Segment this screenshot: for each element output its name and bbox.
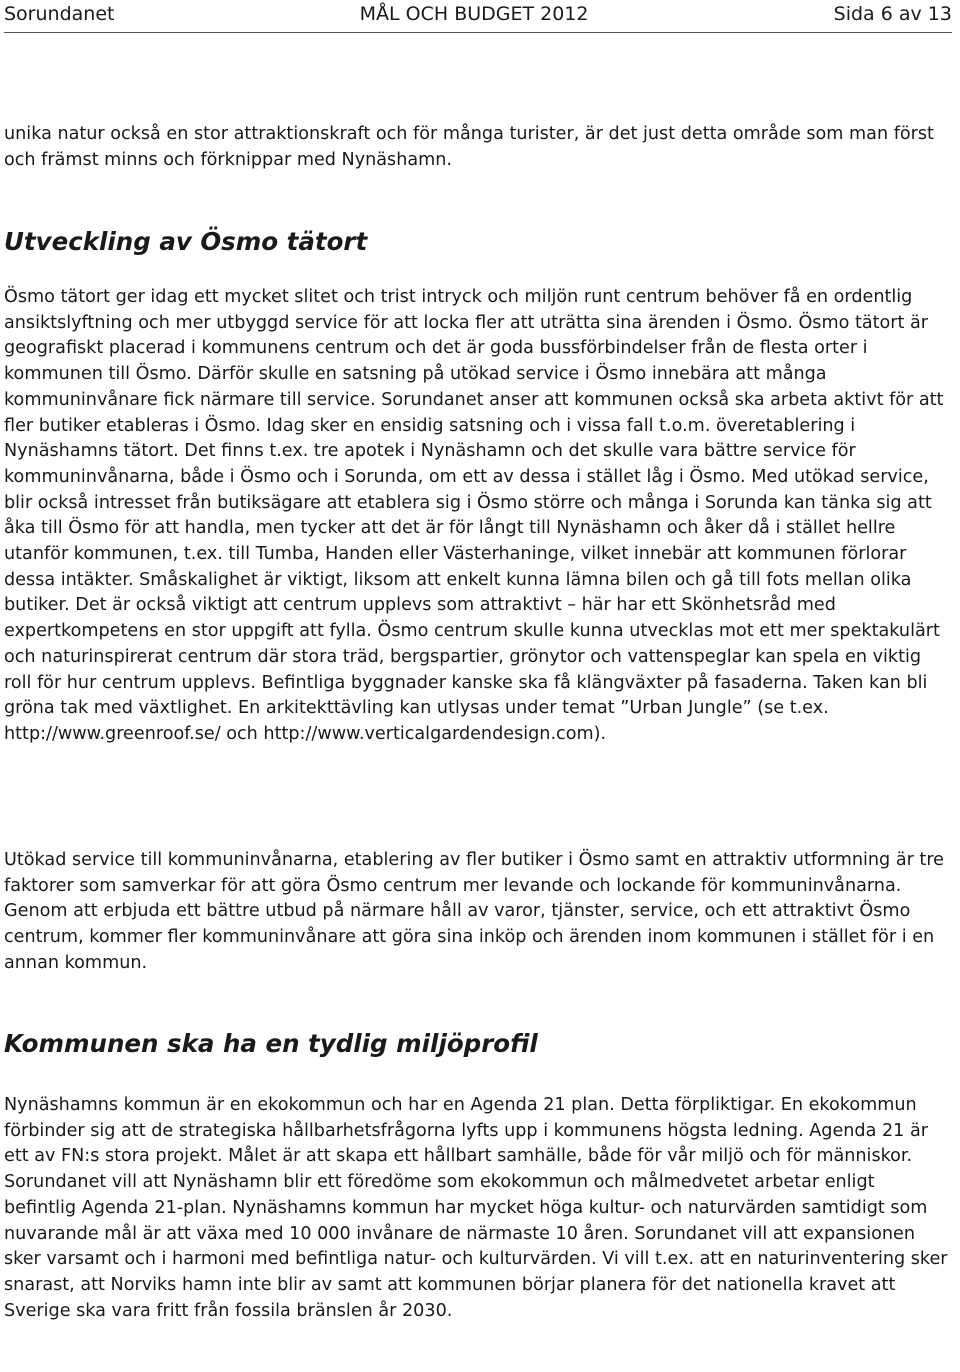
intro-block — [4, 122, 952, 173]
page-header — [4, 0, 952, 33]
section-osmo-body-1 — [4, 285, 952, 748]
paragraph-miljo-1: Nynäshamns kommun är en ekokommun och har en Agenda 21 plan. Detta förpliktigar. En ekokommun förbinder sig att de strategiska hållbarhetsfrågorna lyfts upp i kommunens högsta ledning. Agenda 21 är ett av FN:s stora projekt. Målet är att skapa ett hållbart samhälle, både för vår miljö och för människor. Sorundanet vill att Nynäshamn blir ett föredöme som ekokommun och målmedvetet arbetar enligt befintlig Agenda 21-plan. Nynäshamns kommun har mycket höga kultur- och naturvärden samtidigt som nuvarande mål är att växa med 10 000 invånare de närmaste 10 åren. Sorundanet vill att expansionen sker varsamt och i harmoni med befintliga natur- och kulturvärden. Vi vill t.ex. att en naturinventering sker snarast, att Norviks hamn inte blir av samt att kommunen börjar planera för det nationella kravet att Sverige ska vara fritt från fossila bränslen år 2030. — [4, 1095, 948, 1321]
header-page-number: Sida 6 av 13 — [833, 3, 952, 25]
paragraph-osmo-2: Utökad service till kommuninvånarna, etablering av fler butiker i Ösmo samt en attraktiv utformning är tre faktorer som samverkar för att göra Ösmo centrum mer levande och lockande för kommuninvånarna. Genom att erbjuda ett bättre utbud på närmare håll av varor, tjänster, service, och ett attraktivt Ösmo centrum, kommer fler kommuninvånare att göra sina inköp och ärenden inom kommunen i stället för i en annan kommun. — [4, 850, 944, 973]
section-osmo — [4, 226, 952, 258]
section-osmo-body-2 — [4, 848, 952, 977]
intro-paragraph: unika natur också en stor attraktionskraft och för många turister, är det just detta område som man först och främst minns och förknippar med Nynäshamn. — [4, 124, 934, 170]
header-document-title: MÅL OCH BUDGET 2012 — [359, 3, 589, 25]
section-miljo — [4, 1028, 952, 1060]
section-heading-osmo: Utveckling av Ösmo tätort — [4, 227, 368, 256]
section-heading-miljo: Kommunen ska ha en tydlig miljöprofil — [4, 1029, 538, 1058]
section-miljo-body — [4, 1093, 952, 1324]
paragraph-osmo-1: Ösmo tätort ger idag ett mycket slitet och trist intryck och miljön runt centrum behöver få en ordentlig ansiktslyftning och mer utbyggd service för att locka fler att uträtta sina ärenden i Ösmo. Ösmo tätort är geografiskt placerad i kommunens centrum och det är goda bussförbindelser från de flesta orter i kommunen till Ösmo. Därför skulle en satsning på utökad service i Ösmo innebära att många kommuninvånare fick närmare till service. Sorundanet anser att kommunen också ska arbeta aktivt för att fler butiker etableras i Ösmo. Idag sker en ensidig satsning och i vissa fall t.o.m. överetablering i Nynäshamns tätort. Det finns t.ex. tre apotek i Nynäshamn och det skulle vara bättre service för kommuninvånarna, både i Ösmo och i Sorunda, om ett av dessa i stället låg i Ösmo. Med utökad service, blir också intresset från butiksägare att etablera sig i Ösmo större och många i Sorunda kan tänka sig att åka till Ösmo för att handla, men tycker att det är för långt till Nynäshamn och åker då i stället hellre utanför kommunen, t.ex. till Tumba, Handen eller Västerhaninge, vilket innebär att kommunen förlorar dessa intäkter. Småskalighet är viktigt, liksom att enkelt kunna lämna bilen och gå till fots mellan olika butiker. Det är också viktigt att centrum upplevs som attraktivt – här har ett Skönhetsråd med expertkompetens en stor uppgift att fylla. Ösmo centrum skulle kunna utvecklas mot ett mer spektakulärt och naturinspirerat centrum där stora träd, bergspartier, grönytor och vattenspeglar kan spela en viktig roll för hur centrum upplevs. Befintliga byggnader kanske ska få klängväxter på fasaderna. Taken kan bli gröna tak med växtlighet. En arkitekttävling kan utlysas under temat ”Urban Jungle” (se t.ex. http://www.greenroof.se/ och http://www.verticalgardendesign.com). — [4, 287, 944, 744]
header-publisher: Sorundanet — [4, 3, 115, 25]
